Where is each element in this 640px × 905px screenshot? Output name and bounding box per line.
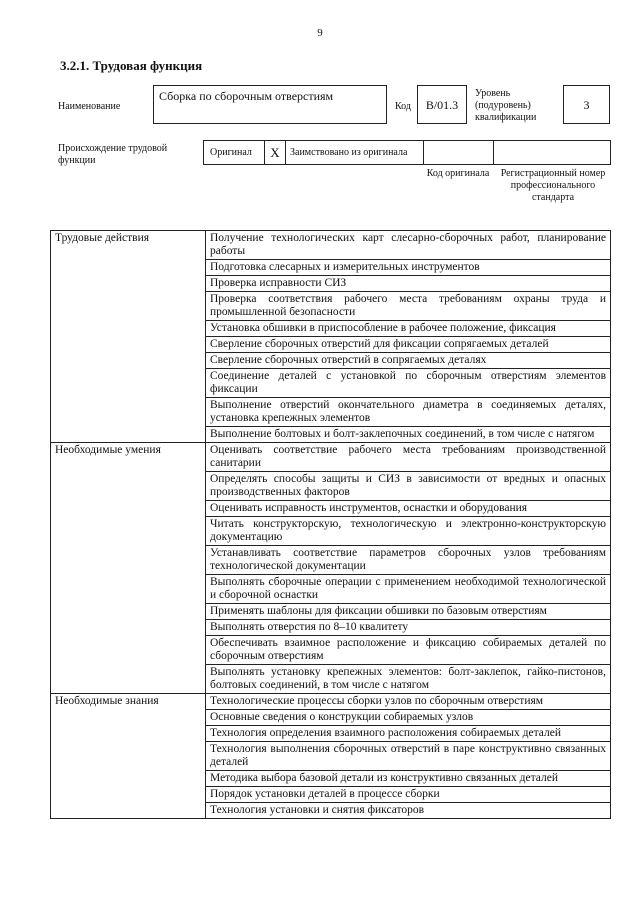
section-title: 3.2.1. Трудовая функция (60, 58, 203, 73)
list-item: Сверление сборочных отверстий в сопрягаемых деталях (206, 353, 611, 369)
list-item: Выполнение болтовых и болт-заклепочных соединений, в том числе с натягом (206, 427, 611, 443)
list-item: Сверление сборочных отверстий для фиксации сопрягаемых деталей (206, 337, 611, 353)
list-item: Оценивать исправность инструментов, оснастки и оборудования (206, 501, 611, 517)
list-item: Выполнять сборочные операции с применением необходимой технологической и сборочной оснастки (206, 575, 611, 604)
labor-function-table (50, 230, 611, 819)
group-title-actions: Трудовые действия (51, 231, 206, 443)
list-item: Основные сведения о конструкции собираемых узлов (206, 710, 611, 726)
list-item: Определять способы защиты и СИЗ в зависимости от вредных и опасных производственных факторов (206, 472, 611, 501)
origin-row (203, 140, 611, 165)
function-name-field: Сборка по сборочным отверстиям (153, 85, 387, 124)
level-field: 3 (563, 85, 610, 124)
list-item: Технологические процессы сборки узлов по сборочным отверстиям (206, 694, 611, 710)
origin-code-caption: Код оригинала (426, 168, 490, 179)
list-item: Технология установки и снятия фиксаторов (206, 803, 611, 819)
list-item: Порядок установки деталей в процессе сборки (206, 787, 611, 803)
code-field: B/01.3 (417, 85, 467, 124)
origin-divider-1 (423, 141, 424, 164)
name-label: Наименование (58, 101, 121, 112)
list-item: Методика выбора базовой детали из конструктивно связанных деталей (206, 771, 611, 787)
list-item: Подготовка слесарных и измерительных инструментов (206, 260, 611, 276)
table-row (51, 231, 611, 260)
list-item: Технология определения взаимного расположения собираемых деталей (206, 726, 611, 742)
list-item: Устанавливать соответствие параметров сборочных узлов требованиям технологической документации (206, 546, 611, 575)
level-label: Уровень (подуровень) квалификации (475, 88, 537, 123)
list-item: Выполнять установку крепежных элементов: болт-заклепок, гайко-пистонов, болтовых соединений, в том числе с натягом (206, 665, 611, 694)
list-item: Выполнять отверстия по 8–10 квалитету (206, 620, 611, 636)
origin-divider-2 (493, 141, 494, 164)
list-item: Читать конструкторскую, технологическую и электронно-конструкторскую документацию (206, 517, 611, 546)
borrowed-label: Заимствовано из оригинала (290, 147, 408, 158)
list-item: Проверка исправности СИЗ (206, 276, 611, 292)
list-item: Технология выполнения сборочных отверстий в паре конструктивно связанных деталей (206, 742, 611, 771)
original-mark: X (264, 141, 286, 164)
code-label: Код (395, 101, 411, 112)
table-row (51, 694, 611, 710)
list-item: Оценивать соответствие рабочего места требованиям производственной санитарии (206, 443, 611, 472)
list-item: Соединение деталей с установкой по сборочным отверстиям элементов фиксации (206, 369, 611, 398)
original-label: Оригинал (210, 147, 252, 158)
list-item: Выполнение отверстий окончательного диаметра в соединяемых деталях, установка крепежных элементов (206, 398, 611, 427)
list-item: Применять шаблоны для фиксации обшивки по базовым отверстиям (206, 604, 611, 620)
origin-label: Происхождение трудовой функции (58, 143, 168, 166)
list-item: Обеспечивать взаимное расположение и фиксацию собираемых деталей по сборочным отверстиям (206, 636, 611, 665)
list-item: Установка обшивки в приспособление в рабочее положение, фиксация (206, 321, 611, 337)
group-title-knowledge: Необходимые знания (51, 694, 206, 819)
page-number: 9 (317, 27, 323, 39)
list-item: Проверка соответствия рабочего места требованиям охраны труда и промышленной безопасности (206, 292, 611, 321)
group-title-skills: Необходимые умения (51, 443, 206, 694)
reg-number-caption: Регистрационный номер профессионального стандарта (500, 168, 606, 203)
list-item: Получение технологических карт слесарно-сборочных работ, планирование работы (206, 231, 611, 260)
table-row (51, 443, 611, 472)
